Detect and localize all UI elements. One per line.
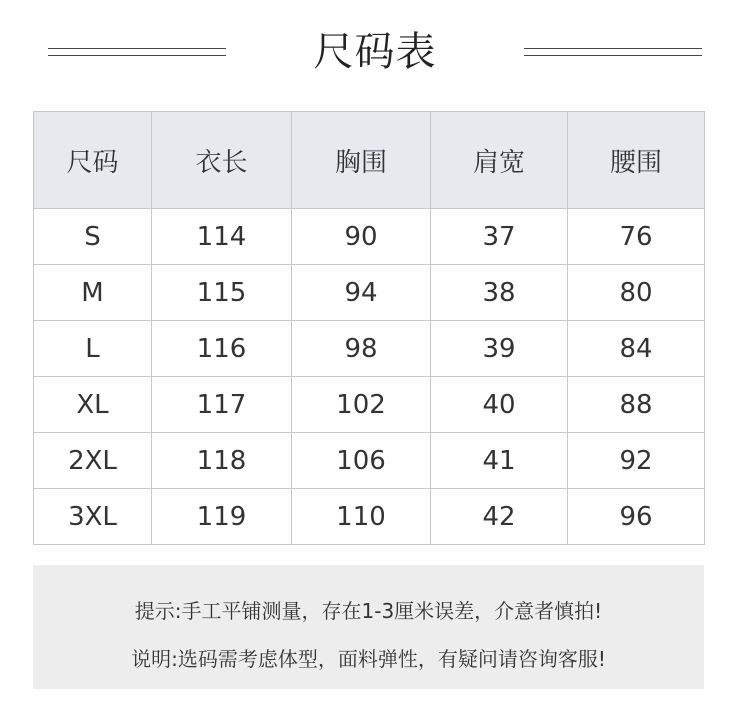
cell-length: 119	[152, 489, 292, 545]
cell-chest: 106	[292, 433, 431, 489]
cell-size: XL	[34, 377, 152, 433]
cell-waist: 84	[568, 321, 705, 377]
cell-length: 117	[152, 377, 292, 433]
cell-length: 114	[152, 209, 292, 265]
size-table	[33, 111, 705, 545]
title-row	[0, 20, 750, 84]
cell-chest: 98	[292, 321, 431, 377]
cell-waist: 88	[568, 377, 705, 433]
cell-chest: 94	[292, 265, 431, 321]
cell-shoulder: 41	[431, 433, 568, 489]
cell-waist: 96	[568, 489, 705, 545]
table-row	[34, 209, 705, 265]
cell-length: 115	[152, 265, 292, 321]
title-decoration-right	[524, 48, 702, 56]
table-row	[34, 433, 705, 489]
table-header-row	[34, 112, 705, 209]
explain-note: 说明:选码需考虑体型，面料弹性，有疑问请咨询客服!	[131, 647, 606, 671]
header-size: 尺码	[34, 112, 152, 209]
cell-shoulder: 40	[431, 377, 568, 433]
cell-waist: 80	[568, 265, 705, 321]
cell-size: L	[34, 321, 152, 377]
header-length: 衣长	[152, 112, 292, 209]
table-row	[34, 489, 705, 545]
table-row	[34, 377, 705, 433]
tip-note: 提示:手工平铺测量，存在1-3厘米误差，介意者慎拍!	[134, 599, 603, 623]
cell-chest: 90	[292, 209, 431, 265]
cell-shoulder: 39	[431, 321, 568, 377]
cell-waist: 76	[568, 209, 705, 265]
cell-size: 2XL	[34, 433, 152, 489]
table-row	[34, 321, 705, 377]
cell-size: M	[34, 265, 152, 321]
header-chest: 胸围	[292, 112, 431, 209]
cell-size: 3XL	[34, 489, 152, 545]
header-shoulder: 肩宽	[431, 112, 568, 209]
cell-shoulder: 42	[431, 489, 568, 545]
header-waist: 腰围	[568, 112, 705, 209]
cell-chest: 102	[292, 377, 431, 433]
cell-shoulder: 37	[431, 209, 568, 265]
page-title: 尺码表	[313, 29, 437, 75]
notes-box	[33, 565, 704, 689]
cell-shoulder: 38	[431, 265, 568, 321]
cell-size: S	[34, 209, 152, 265]
cell-length: 118	[152, 433, 292, 489]
cell-chest: 110	[292, 489, 431, 545]
cell-length: 116	[152, 321, 292, 377]
cell-waist: 92	[568, 433, 705, 489]
table-row	[34, 265, 705, 321]
